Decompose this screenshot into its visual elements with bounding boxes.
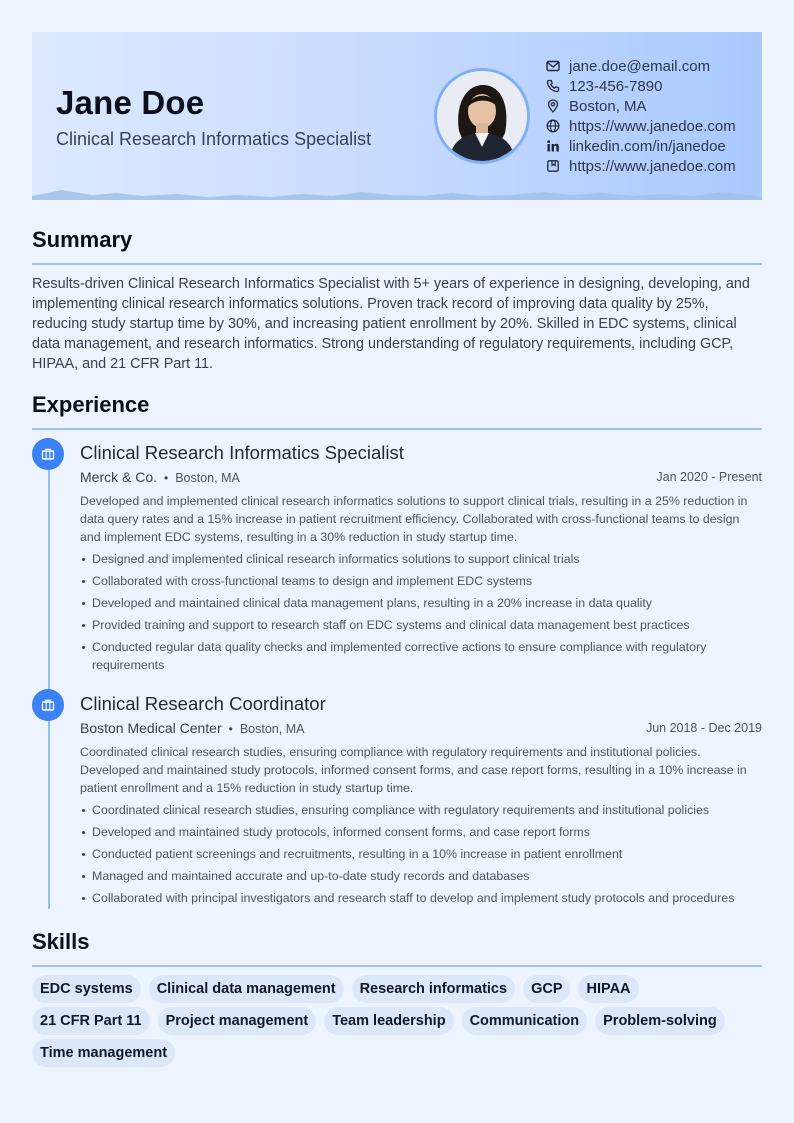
resume-header [32, 32, 762, 200]
job-company-line [80, 469, 240, 485]
skill-chip: Communication [462, 1007, 588, 1035]
skill-chip: EDC systems [32, 975, 141, 1003]
summary-text: Results-driven Clinical Research Informatics Specialist with 5+ years of experience in designing, developing, and implementing clinical research informatics solutions. Proven track record of improving data quality by 25%, reducing study startup time by 30%, and increasing patient enrollment by 20%. Skilled in EDC systems, clinical data management, and research informatics. Strong understanding of regulatory requirements, including GCP, HIPAA, and 21 CFR Part 11. [32, 276, 750, 372]
job-description: Developed and implemented clinical research informatics solutions to support clinical trials, resulting in a 25% reduction in data query rates and a 15% increase in patient recruitment efficiency. Collaborated with cross-functional teams to design and implement EDC systems, resulting in a 30% reduction in study startup time. [80, 494, 748, 544]
job-title: Clinical Research Informatics Specialist [80, 442, 404, 463]
skill-chip: Research informatics [352, 975, 515, 1003]
skill-chip: HIPAA [578, 975, 638, 1003]
contact-phone[interactable] [546, 76, 756, 96]
timeline-marker [32, 438, 64, 470]
linkedin-icon [546, 139, 560, 153]
skill-chip: Problem-solving [595, 1007, 725, 1035]
bullet-item: Developed and maintained study protocols, informed consent forms, and case report forms [80, 823, 762, 841]
email-icon [546, 59, 560, 73]
contact-portfolio[interactable] [546, 156, 756, 176]
bullet-item: Managed and maintained accurate and up-to-date study records and databases [80, 867, 762, 885]
contact-email-text: jane.doe@email.com [569, 57, 711, 75]
briefcase-icon [41, 698, 55, 712]
contact-list [546, 56, 756, 176]
bullet-item: Designed and implemented clinical research informatics solutions to support clinical trials [80, 550, 762, 568]
job-bullets [80, 550, 762, 678]
contact-website-text: https://www.janedoe.com [569, 117, 736, 135]
skills-heading: Skills [32, 929, 90, 954]
skill-chip: Clinical data management [149, 975, 344, 1003]
bullet-item: Developed and maintained clinical data management plans, resulting in a 20% increase in data quality [80, 594, 762, 612]
contact-phone-text: 123-456-7890 [569, 77, 663, 95]
header-wave-decoration [32, 186, 762, 200]
contact-location-text: Boston, MA [569, 97, 647, 115]
globe-icon [546, 119, 560, 133]
job-company-line [80, 720, 304, 736]
skill-chip: Time management [32, 1039, 175, 1067]
contact-website[interactable] [546, 116, 756, 136]
bullet-item: Collaborated with principal investigators and research staff to develop and implement study protocols and procedures [80, 889, 762, 907]
summary-divider [32, 263, 762, 265]
bullet-item: Conducted patient screenings and recruitments, resulting in a 10% increase in patient enrollment [80, 845, 762, 863]
contact-email[interactable] [546, 56, 756, 76]
bullet-item: Coordinated clinical research studies, ensuring compliance with regulatory requirements and institutional policies [80, 801, 762, 819]
job-description: Coordinated clinical research studies, ensuring compliance with regulatory requirements and institutional policies. Developed and maintained study protocols, informed consent forms, and case report forms, resulting in a 10% increase in patient enrollment and a 15% reduction in study startup time. [80, 745, 747, 795]
job-location: Boston, MA [175, 471, 240, 485]
job-company: Boston Medical Center [80, 720, 222, 736]
bookmark-icon [546, 159, 560, 173]
briefcase-icon [41, 447, 55, 461]
bullet-item: Provided training and support to research staff on EDC systems and clinical data management best practices [80, 616, 762, 634]
bullet-item: Conducted regular data quality checks and implemented corrective actions to ensure compliance with regulatory requirements [80, 638, 762, 674]
contact-portfolio-text: https://www.janedoe.com [569, 157, 736, 175]
candidate-title: Clinical Research Informatics Specialist [56, 129, 372, 149]
meta-separator: • [164, 471, 169, 485]
bullet-item: Collaborated with cross-functional teams to design and implement EDC systems [80, 572, 762, 590]
experience-heading: Experience [32, 392, 150, 417]
skills-divider [32, 965, 762, 967]
phone-icon [546, 79, 560, 93]
job-bullets [80, 801, 762, 911]
profile-photo [437, 71, 527, 161]
skill-chip: 21 CFR Part 11 [32, 1007, 150, 1035]
experience-divider [32, 428, 762, 430]
skill-chip: Team leadership [324, 1007, 453, 1035]
meta-separator: • [228, 722, 233, 736]
contact-linkedin[interactable] [546, 136, 756, 156]
contact-linkedin-text: linkedin.com/in/janedoe [569, 137, 726, 155]
avatar [434, 68, 530, 164]
timeline-marker [32, 689, 64, 721]
candidate-name: Jane Doe [56, 84, 205, 121]
timeline-line [48, 454, 50, 909]
job-dates: Jun 2018 - Dec 2019 [645, 721, 762, 735]
summary-heading: Summary [32, 227, 133, 252]
location-icon [546, 99, 560, 113]
job-location: Boston, MA [239, 722, 305, 736]
job-title: Clinical Research Coordinator [80, 693, 326, 714]
job-company: Merck & Co. [80, 469, 158, 485]
skill-chip: Project management [158, 1007, 317, 1035]
skill-chip: GCP [523, 975, 570, 1003]
contact-location [546, 96, 756, 116]
skills-list [32, 975, 772, 1071]
job-dates: Jan 2020 - Present [656, 470, 762, 484]
